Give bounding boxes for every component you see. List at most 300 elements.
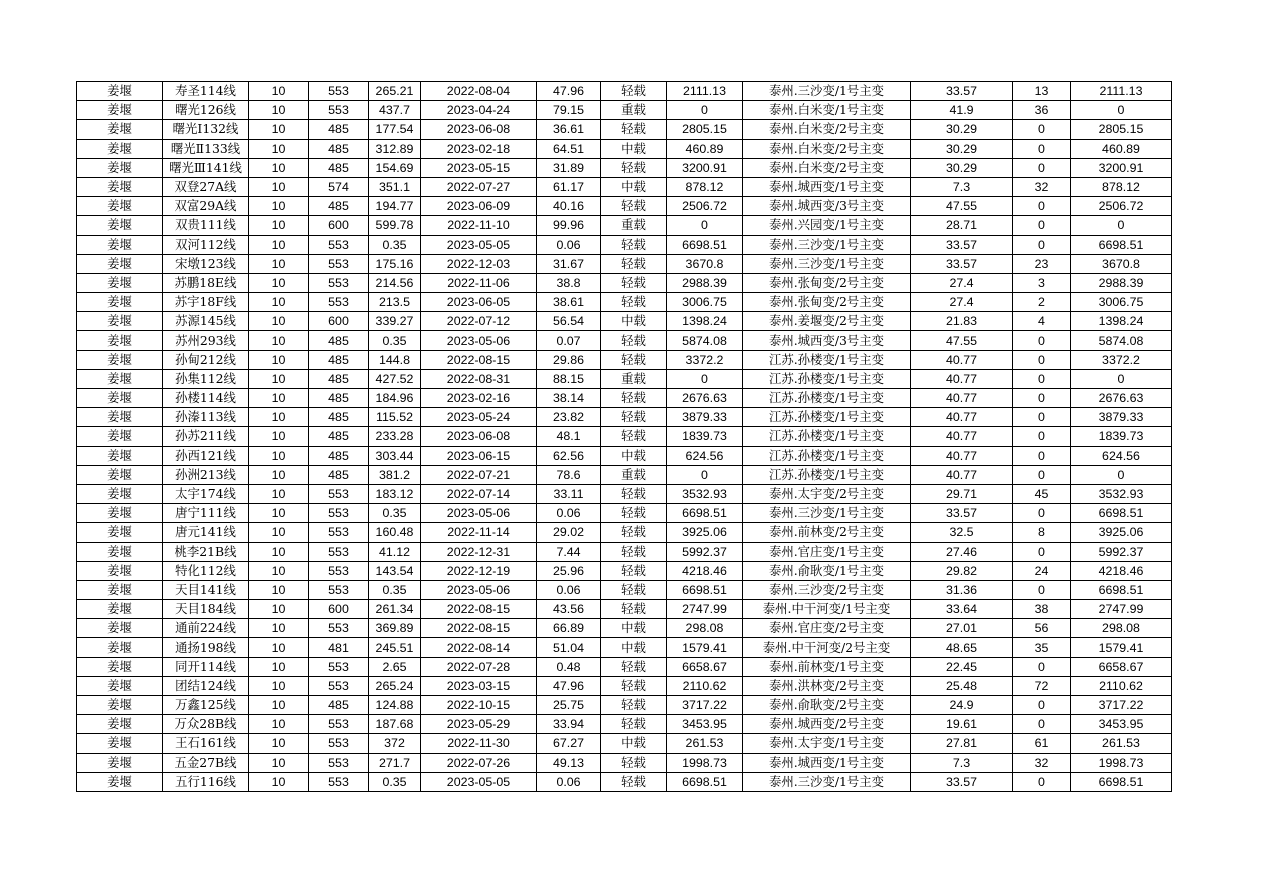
cell-line-name: 孙集112线 xyxy=(163,369,249,388)
cell-transformer-load-rate: 30.29 xyxy=(911,120,1013,139)
cell-load: 372 xyxy=(369,734,421,753)
cell-load-rate: 38.8 xyxy=(537,273,601,292)
cell-remaining-capacity: 1998.73 xyxy=(1071,753,1172,772)
cell-voltage: 10 xyxy=(249,177,309,196)
cell-load: 143.54 xyxy=(369,561,421,580)
cell-load-status: 轻载 xyxy=(601,293,667,312)
table-row xyxy=(77,273,1172,292)
cell-voltage: 10 xyxy=(249,389,309,408)
cell-load-rate: 25.96 xyxy=(537,561,601,580)
cell-transformer: 泰州.张甸变/2号主变 xyxy=(743,293,911,312)
cell-count: 8 xyxy=(1013,523,1071,542)
cell-transformer-load-rate: 48.65 xyxy=(911,638,1013,657)
cell-transformer-load-rate: 28.71 xyxy=(911,216,1013,235)
cell-count: 0 xyxy=(1013,369,1071,388)
cell-date: 2023-05-24 xyxy=(421,408,537,427)
cell-date: 2022-12-03 xyxy=(421,254,537,273)
cell-transformer-load-rate: 47.55 xyxy=(911,197,1013,216)
cell-date: 2023-02-16 xyxy=(421,389,537,408)
cell-transformer-load-rate: 33.57 xyxy=(911,254,1013,273)
cell-remaining-capacity: 3717.22 xyxy=(1071,696,1172,715)
cell-voltage: 10 xyxy=(249,82,309,101)
cell-voltage: 10 xyxy=(249,139,309,158)
cell-capacity: 553 xyxy=(309,657,369,676)
cell-available-capacity: 624.56 xyxy=(667,446,743,465)
table-row xyxy=(77,465,1172,484)
cell-line-name: 曙光Ⅰ132线 xyxy=(163,120,249,139)
cell-available-capacity: 6698.51 xyxy=(667,504,743,523)
cell-load: 245.51 xyxy=(369,638,421,657)
table-row xyxy=(77,254,1172,273)
cell-district: 姜堰 xyxy=(77,734,163,753)
cell-voltage: 10 xyxy=(249,657,309,676)
cell-transformer-load-rate: 40.77 xyxy=(911,465,1013,484)
cell-line-name: 孙洲213线 xyxy=(163,465,249,484)
cell-transformer-load-rate: 7.3 xyxy=(911,177,1013,196)
cell-date: 2022-11-14 xyxy=(421,523,537,542)
cell-district: 姜堰 xyxy=(77,408,163,427)
cell-available-capacity: 0 xyxy=(667,216,743,235)
cell-line-name: 苏鹏18E线 xyxy=(163,273,249,292)
cell-count: 0 xyxy=(1013,657,1071,676)
cell-transformer-load-rate: 40.77 xyxy=(911,446,1013,465)
table-row xyxy=(77,600,1172,619)
cell-load: 437.7 xyxy=(369,101,421,120)
cell-transformer: 泰州.太宇变/2号主变 xyxy=(743,484,911,503)
cell-load-status: 轻载 xyxy=(601,120,667,139)
cell-available-capacity: 2676.63 xyxy=(667,389,743,408)
cell-transformer-load-rate: 40.77 xyxy=(911,408,1013,427)
cell-transformer-load-rate: 41.9 xyxy=(911,101,1013,120)
table-row xyxy=(77,446,1172,465)
cell-transformer-load-rate: 33.57 xyxy=(911,772,1013,791)
cell-load-rate: 0.06 xyxy=(537,504,601,523)
cell-remaining-capacity: 261.53 xyxy=(1071,734,1172,753)
table-row xyxy=(77,235,1172,254)
cell-available-capacity: 1839.73 xyxy=(667,427,743,446)
cell-transformer: 泰州.白米变/2号主变 xyxy=(743,139,911,158)
cell-capacity: 553 xyxy=(309,82,369,101)
cell-transformer: 泰州.太宇变/1号主变 xyxy=(743,734,911,753)
cell-count: 35 xyxy=(1013,638,1071,657)
cell-remaining-capacity: 460.89 xyxy=(1071,139,1172,158)
cell-voltage: 10 xyxy=(249,734,309,753)
cell-count: 56 xyxy=(1013,619,1071,638)
cell-remaining-capacity: 6698.51 xyxy=(1071,580,1172,599)
table-body xyxy=(77,82,1172,792)
cell-load: 261.34 xyxy=(369,600,421,619)
cell-available-capacity: 6698.51 xyxy=(667,580,743,599)
cell-load-status: 轻载 xyxy=(601,772,667,791)
cell-capacity: 553 xyxy=(309,580,369,599)
table-row xyxy=(77,389,1172,408)
cell-transformer: 泰州.白米变/2号主变 xyxy=(743,120,911,139)
cell-available-capacity: 3200.91 xyxy=(667,158,743,177)
cell-count: 0 xyxy=(1013,139,1071,158)
cell-transformer-load-rate: 7.3 xyxy=(911,753,1013,772)
cell-count: 32 xyxy=(1013,753,1071,772)
cell-date: 2022-11-10 xyxy=(421,216,537,235)
cell-date: 2023-05-05 xyxy=(421,772,537,791)
cell-line-name: 曙光Ⅲ141线 xyxy=(163,158,249,177)
cell-load: 160.48 xyxy=(369,523,421,542)
cell-district: 姜堰 xyxy=(77,638,163,657)
cell-remaining-capacity: 4218.46 xyxy=(1071,561,1172,580)
cell-transformer: 泰州.三沙变/1号主变 xyxy=(743,504,911,523)
cell-line-name: 五金27B线 xyxy=(163,753,249,772)
cell-load: 599.78 xyxy=(369,216,421,235)
cell-voltage: 10 xyxy=(249,331,309,350)
cell-load-rate: 47.96 xyxy=(537,82,601,101)
cell-line-name: 特化112线 xyxy=(163,561,249,580)
cell-count: 3 xyxy=(1013,273,1071,292)
cell-load: 265.21 xyxy=(369,82,421,101)
cell-voltage: 10 xyxy=(249,312,309,331)
cell-remaining-capacity: 2110.62 xyxy=(1071,676,1172,695)
cell-capacity: 485 xyxy=(309,696,369,715)
table-row xyxy=(77,177,1172,196)
cell-available-capacity: 298.08 xyxy=(667,619,743,638)
cell-available-capacity: 2111.13 xyxy=(667,82,743,101)
cell-count: 0 xyxy=(1013,427,1071,446)
cell-capacity: 485 xyxy=(309,389,369,408)
cell-load-rate: 51.04 xyxy=(537,638,601,657)
cell-load-rate: 25.75 xyxy=(537,696,601,715)
cell-district: 姜堰 xyxy=(77,696,163,715)
cell-date: 2022-07-27 xyxy=(421,177,537,196)
cell-capacity: 553 xyxy=(309,561,369,580)
cell-load-rate: 23.82 xyxy=(537,408,601,427)
cell-date: 2023-05-06 xyxy=(421,580,537,599)
cell-remaining-capacity: 6698.51 xyxy=(1071,504,1172,523)
table-row xyxy=(77,504,1172,523)
table-row xyxy=(77,312,1172,331)
cell-load-rate: 38.61 xyxy=(537,293,601,312)
cell-remaining-capacity: 2747.99 xyxy=(1071,600,1172,619)
table-row xyxy=(77,484,1172,503)
cell-voltage: 10 xyxy=(249,427,309,446)
cell-load-status: 重载 xyxy=(601,369,667,388)
cell-line-name: 通前224线 xyxy=(163,619,249,638)
cell-capacity: 553 xyxy=(309,235,369,254)
cell-capacity: 485 xyxy=(309,158,369,177)
cell-transformer: 泰州.前林变/1号主变 xyxy=(743,657,911,676)
cell-line-name: 孙苏211线 xyxy=(163,427,249,446)
cell-district: 姜堰 xyxy=(77,753,163,772)
cell-transformer-load-rate: 40.77 xyxy=(911,389,1013,408)
cell-remaining-capacity: 1398.24 xyxy=(1071,312,1172,331)
cell-load-status: 中载 xyxy=(601,734,667,753)
cell-voltage: 10 xyxy=(249,273,309,292)
cell-transformer: 江苏.孙楼变/1号主变 xyxy=(743,446,911,465)
cell-transformer: 泰州.官庄变/2号主变 xyxy=(743,619,911,638)
cell-line-name: 同开114线 xyxy=(163,657,249,676)
cell-load-rate: 0.06 xyxy=(537,580,601,599)
cell-load: 213.5 xyxy=(369,293,421,312)
cell-line-name: 天目184线 xyxy=(163,600,249,619)
cell-line-name: 万鑫125线 xyxy=(163,696,249,715)
cell-line-name: 双登27A线 xyxy=(163,177,249,196)
table-row xyxy=(77,427,1172,446)
cell-voltage: 10 xyxy=(249,235,309,254)
cell-transformer-load-rate: 24.9 xyxy=(911,696,1013,715)
cell-count: 0 xyxy=(1013,715,1071,734)
cell-transformer: 泰州.中干河变/1号主变 xyxy=(743,600,911,619)
cell-capacity: 485 xyxy=(309,139,369,158)
cell-line-name: 唐宁111线 xyxy=(163,504,249,523)
cell-line-name: 万众28B线 xyxy=(163,715,249,734)
cell-capacity: 600 xyxy=(309,312,369,331)
cell-load-rate: 62.56 xyxy=(537,446,601,465)
table-row xyxy=(77,715,1172,734)
cell-remaining-capacity: 2506.72 xyxy=(1071,197,1172,216)
cell-district: 姜堰 xyxy=(77,465,163,484)
cell-transformer: 泰州.三沙变/1号主变 xyxy=(743,772,911,791)
cell-available-capacity: 5992.37 xyxy=(667,542,743,561)
cell-line-name: 孙西121线 xyxy=(163,446,249,465)
cell-line-name: 孙楼114线 xyxy=(163,389,249,408)
cell-remaining-capacity: 5874.08 xyxy=(1071,331,1172,350)
cell-count: 0 xyxy=(1013,580,1071,599)
cell-transformer-load-rate: 33.64 xyxy=(911,600,1013,619)
cell-district: 姜堰 xyxy=(77,350,163,369)
cell-load-status: 轻载 xyxy=(601,715,667,734)
cell-transformer-load-rate: 21.83 xyxy=(911,312,1013,331)
cell-available-capacity: 878.12 xyxy=(667,177,743,196)
cell-date: 2022-07-14 xyxy=(421,484,537,503)
cell-available-capacity: 4218.46 xyxy=(667,561,743,580)
cell-date: 2022-08-15 xyxy=(421,600,537,619)
table-row xyxy=(77,408,1172,427)
cell-line-name: 曙光126线 xyxy=(163,101,249,120)
cell-transformer-load-rate: 25.48 xyxy=(911,676,1013,695)
cell-load-rate: 0.48 xyxy=(537,657,601,676)
cell-transformer: 泰州.三沙变/1号主变 xyxy=(743,235,911,254)
cell-line-name: 双贵111线 xyxy=(163,216,249,235)
cell-line-name: 通扬198线 xyxy=(163,638,249,657)
cell-load-status: 轻载 xyxy=(601,350,667,369)
cell-load: 271.7 xyxy=(369,753,421,772)
cell-available-capacity: 3717.22 xyxy=(667,696,743,715)
cell-load-status: 轻载 xyxy=(601,427,667,446)
cell-voltage: 10 xyxy=(249,446,309,465)
cell-load-status: 轻载 xyxy=(601,561,667,580)
cell-capacity: 481 xyxy=(309,638,369,657)
cell-capacity: 553 xyxy=(309,484,369,503)
cell-capacity: 485 xyxy=(309,446,369,465)
cell-remaining-capacity: 3006.75 xyxy=(1071,293,1172,312)
cell-transformer-load-rate: 27.81 xyxy=(911,734,1013,753)
cell-count: 0 xyxy=(1013,216,1071,235)
cell-transformer: 泰州.官庄变/1号主变 xyxy=(743,542,911,561)
cell-district: 姜堰 xyxy=(77,120,163,139)
cell-remaining-capacity: 0 xyxy=(1071,101,1172,120)
cell-remaining-capacity: 878.12 xyxy=(1071,177,1172,196)
cell-date: 2023-06-05 xyxy=(421,293,537,312)
cell-available-capacity: 3670.8 xyxy=(667,254,743,273)
cell-load-status: 中载 xyxy=(601,446,667,465)
cell-voltage: 10 xyxy=(249,293,309,312)
cell-load-rate: 0.06 xyxy=(537,235,601,254)
cell-count: 0 xyxy=(1013,772,1071,791)
cell-capacity: 485 xyxy=(309,408,369,427)
cell-remaining-capacity: 1839.73 xyxy=(1071,427,1172,446)
cell-load: 154.69 xyxy=(369,158,421,177)
cell-remaining-capacity: 6658.67 xyxy=(1071,657,1172,676)
cell-load-status: 轻载 xyxy=(601,523,667,542)
cell-district: 姜堰 xyxy=(77,293,163,312)
cell-line-name: 曙光Ⅱ133线 xyxy=(163,139,249,158)
cell-voltage: 10 xyxy=(249,753,309,772)
cell-line-name: 王石161线 xyxy=(163,734,249,753)
cell-transformer: 江苏.孙楼变/1号主变 xyxy=(743,465,911,484)
cell-count: 38 xyxy=(1013,600,1071,619)
table-row xyxy=(77,197,1172,216)
cell-district: 姜堰 xyxy=(77,504,163,523)
cell-district: 姜堰 xyxy=(77,216,163,235)
cell-load-status: 轻载 xyxy=(601,389,667,408)
cell-district: 姜堰 xyxy=(77,600,163,619)
cell-transformer-load-rate: 27.4 xyxy=(911,293,1013,312)
cell-load: 0.35 xyxy=(369,580,421,599)
cell-district: 姜堰 xyxy=(77,235,163,254)
cell-load: 233.28 xyxy=(369,427,421,446)
cell-transformer: 泰州.白米变/1号主变 xyxy=(743,101,911,120)
cell-available-capacity: 5874.08 xyxy=(667,331,743,350)
cell-available-capacity: 6658.67 xyxy=(667,657,743,676)
cell-voltage: 10 xyxy=(249,484,309,503)
cell-transformer: 江苏.孙楼变/1号主变 xyxy=(743,350,911,369)
cell-transformer: 泰州.张甸变/2号主变 xyxy=(743,273,911,292)
table-row xyxy=(77,580,1172,599)
cell-voltage: 10 xyxy=(249,101,309,120)
cell-transformer-load-rate: 47.55 xyxy=(911,331,1013,350)
cell-date: 2022-08-15 xyxy=(421,350,537,369)
cell-transformer: 江苏.孙楼变/1号主变 xyxy=(743,427,911,446)
cell-voltage: 10 xyxy=(249,120,309,139)
cell-line-name: 寿圣114线 xyxy=(163,82,249,101)
cell-date: 2023-05-05 xyxy=(421,235,537,254)
cell-available-capacity: 2747.99 xyxy=(667,600,743,619)
cell-load: 369.89 xyxy=(369,619,421,638)
cell-count: 2 xyxy=(1013,293,1071,312)
cell-date: 2023-05-15 xyxy=(421,158,537,177)
cell-district: 姜堰 xyxy=(77,523,163,542)
cell-count: 0 xyxy=(1013,389,1071,408)
cell-load-status: 轻载 xyxy=(601,273,667,292)
cell-voltage: 10 xyxy=(249,715,309,734)
cell-district: 姜堰 xyxy=(77,254,163,273)
cell-count: 45 xyxy=(1013,484,1071,503)
cell-district: 姜堰 xyxy=(77,676,163,695)
cell-transformer-load-rate: 27.46 xyxy=(911,542,1013,561)
cell-transformer: 泰州.姜堰变/2号主变 xyxy=(743,312,911,331)
cell-date: 2023-06-15 xyxy=(421,446,537,465)
cell-load-status: 重载 xyxy=(601,465,667,484)
cell-voltage: 10 xyxy=(249,408,309,427)
cell-load-status: 中载 xyxy=(601,177,667,196)
cell-line-name: 双河112线 xyxy=(163,235,249,254)
cell-count: 0 xyxy=(1013,197,1071,216)
table-row xyxy=(77,734,1172,753)
cell-capacity: 485 xyxy=(309,120,369,139)
cell-date: 2022-11-30 xyxy=(421,734,537,753)
cell-available-capacity: 3925.06 xyxy=(667,523,743,542)
cell-load-status: 轻载 xyxy=(601,580,667,599)
cell-capacity: 485 xyxy=(309,427,369,446)
cell-capacity: 600 xyxy=(309,216,369,235)
cell-voltage: 10 xyxy=(249,369,309,388)
cell-load: 0.35 xyxy=(369,504,421,523)
cell-load: 187.68 xyxy=(369,715,421,734)
cell-load-status: 轻载 xyxy=(601,331,667,350)
cell-count: 0 xyxy=(1013,446,1071,465)
cell-district: 姜堰 xyxy=(77,139,163,158)
cell-load-status: 轻载 xyxy=(601,254,667,273)
cell-remaining-capacity: 0 xyxy=(1071,465,1172,484)
cell-capacity: 485 xyxy=(309,465,369,484)
cell-voltage: 10 xyxy=(249,580,309,599)
cell-count: 13 xyxy=(1013,82,1071,101)
cell-count: 4 xyxy=(1013,312,1071,331)
cell-load: 265.24 xyxy=(369,676,421,695)
cell-capacity: 553 xyxy=(309,772,369,791)
cell-load: 184.96 xyxy=(369,389,421,408)
cell-load: 115.52 xyxy=(369,408,421,427)
cell-remaining-capacity: 3532.93 xyxy=(1071,484,1172,503)
cell-district: 姜堰 xyxy=(77,484,163,503)
cell-voltage: 10 xyxy=(249,676,309,695)
table-row xyxy=(77,369,1172,388)
cell-line-name: 五行116线 xyxy=(163,772,249,791)
cell-district: 姜堰 xyxy=(77,561,163,580)
cell-date: 2023-06-09 xyxy=(421,197,537,216)
cell-district: 姜堰 xyxy=(77,273,163,292)
cell-load-rate: 43.56 xyxy=(537,600,601,619)
cell-count: 0 xyxy=(1013,504,1071,523)
cell-transformer: 泰州.三沙变/2号主变 xyxy=(743,580,911,599)
table-row xyxy=(77,158,1172,177)
cell-load-rate: 31.67 xyxy=(537,254,601,273)
cell-load-rate: 29.86 xyxy=(537,350,601,369)
cell-available-capacity: 1398.24 xyxy=(667,312,743,331)
cell-capacity: 485 xyxy=(309,331,369,350)
cell-voltage: 10 xyxy=(249,197,309,216)
cell-voltage: 10 xyxy=(249,465,309,484)
cell-load-status: 轻载 xyxy=(601,504,667,523)
table-row xyxy=(77,676,1172,695)
cell-date: 2022-07-12 xyxy=(421,312,537,331)
cell-date: 2023-05-29 xyxy=(421,715,537,734)
cell-voltage: 10 xyxy=(249,772,309,791)
cell-transformer-load-rate: 30.29 xyxy=(911,139,1013,158)
table-row xyxy=(77,772,1172,791)
cell-load-status: 轻载 xyxy=(601,235,667,254)
cell-district: 姜堰 xyxy=(77,369,163,388)
cell-remaining-capacity: 624.56 xyxy=(1071,446,1172,465)
cell-voltage: 10 xyxy=(249,254,309,273)
cell-load: 339.27 xyxy=(369,312,421,331)
cell-transformer-load-rate: 27.4 xyxy=(911,273,1013,292)
cell-count: 0 xyxy=(1013,350,1071,369)
cell-voltage: 10 xyxy=(249,542,309,561)
table-row xyxy=(77,753,1172,772)
cell-available-capacity: 3372.2 xyxy=(667,350,743,369)
cell-load-rate: 64.51 xyxy=(537,139,601,158)
cell-available-capacity: 2506.72 xyxy=(667,197,743,216)
cell-date: 2022-10-15 xyxy=(421,696,537,715)
table-row xyxy=(77,638,1172,657)
